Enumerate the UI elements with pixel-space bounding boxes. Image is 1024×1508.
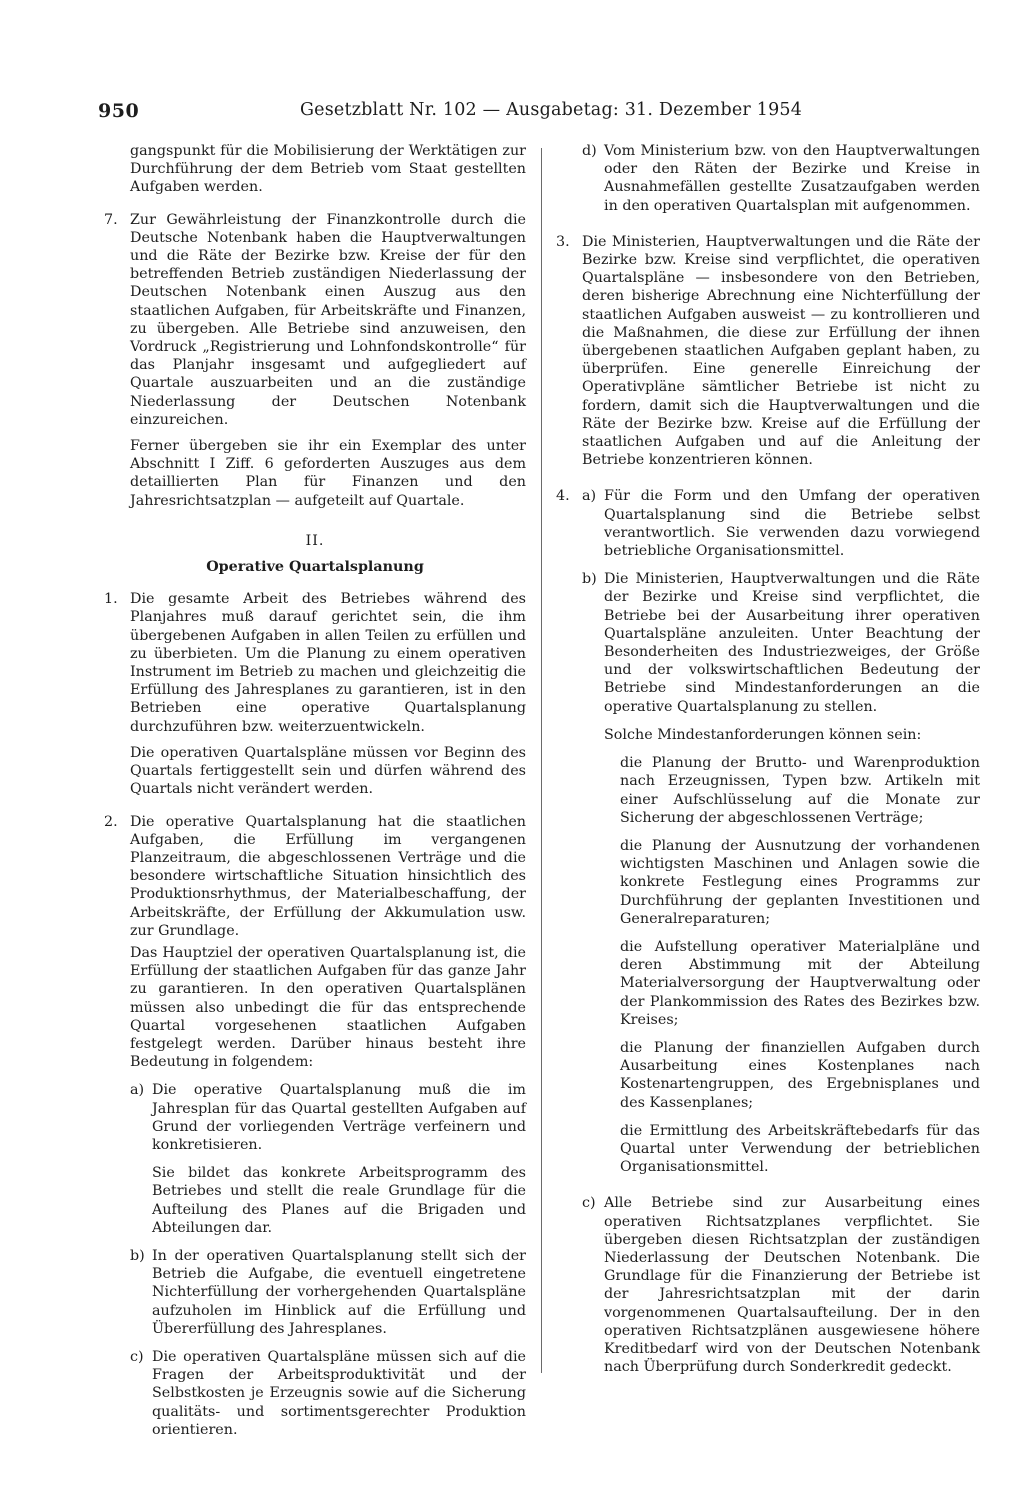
- right-column: [556, 142, 980, 1376]
- item-4a-label: a): [582, 488, 597, 505]
- item-4c-label: c): [582, 1195, 596, 1212]
- item-2d-label: d): [582, 143, 597, 159]
- item-4b-text: Die Ministerien, Hauptverwaltungen und die Räte der Bezirke und Kreise sind verpflichtet, die Betriebe bei der Ausarbeitung ihrer operativen Quartalspläne anzuleiten. Unter Beachtung der Besonderheiten des Industriezweiges, der Größe und der volkswirtschaftlichen Bedeutung der Betriebe sind Mindestanforderungen an die operative Quartalsplanung zu stellen.: [604, 571, 980, 715]
- section-numeral: II.: [305, 532, 325, 549]
- item-2c-label: c): [130, 1348, 144, 1365]
- item-7-text: Zur Gewährleistung der Finanzkontrolle durch die Deutsche Notenbank haben die Hauptverwaltungen und die Räte der Bezirke bzw. Kreise der für den betreffenden Betrieb zuständigen Niederlassung der Deutschen Notenbank einen Auszug aus den staatlichen Aufgaben, für Arbeitskräfte und Finanzen, zu übergeben. Alle Betriebe sind anzuweisen, den Vordruck „Registrierung und Lohnfondskontrolle“ für das Planjahr insgesamt und aufgegliedert auf Quartale auszuarbeiten und an die zuständige Niederlassung der Deutschen Notenbank einzureichen.: [130, 211, 526, 428]
- item-2a-label: a): [130, 1082, 145, 1099]
- section-title: Operative Quartalsplanung: [206, 559, 424, 576]
- item-1-label: 1.: [104, 591, 118, 608]
- item-7-label: 7.: [104, 211, 118, 228]
- left-column: [104, 142, 526, 1439]
- requirement-3: die Aufstellung operativer Materialpläne und deren Abstimmung mit der Abteilung Materialversorgung der Hauptverwaltung oder der Plankommission des Rates des Bezirkes bzw. Kreises;: [620, 938, 980, 1028]
- page-number: 950: [98, 100, 140, 122]
- item-4c: [556, 1194, 980, 1376]
- item-2: [104, 813, 526, 940]
- item-4c-text: Alle Betriebe sind zur Ausarbeitung eines operativen Richtsatzplanes verpflichtet. Sie übergeben diesen Richtsatzplan der zuständigen Niederlassung der Deutschen Notenbank. Die Grundlage für die Finanzierung der Betriebe ist der Jahresrichtsatzplan mit der darin vorgenommenen Quartalsaufteilung. Der in den operativen Richtsatzplänen ausgewiesene höhere Kreditbedarf wird von der Deutschen Notenbank nach Überprüfung durch Sonderkredit gedeckt.: [604, 1195, 980, 1376]
- item-4b-label: b): [582, 571, 597, 588]
- item-2b: [104, 1247, 526, 1338]
- item-2-label: 2.: [104, 813, 118, 830]
- item-2-text: Die operative Quartalsplanung hat die staatlichen Aufgaben, die Erfüllung im vergangenen Planzeitraum, die abgeschlossenen Verträge und die besondere wirtschaftliche Situation hinsichtlich des Produktionsrhythmus, der Materialbeschaffung, der Arbeitskräfte, der Erfüllung der Akkumulation usw. zur Grundlage.: [130, 813, 526, 939]
- item-3: [556, 233, 980, 470]
- item-2d-text: Vom Ministerium bzw. von den Hauptverwaltungen oder den Räten der Bezirke und Kreise in Ausnahmefällen gestellte Zusatzaufgaben werden in den operativen Quartalsplan mit aufgenommen.: [604, 143, 980, 214]
- item-4a-text: Für die Form und den Umfang der operativen Quartalsplanung sind die Betriebe selbst verantwortlich. Sie verwenden dazu vorwiegend betriebliche Organisationsmittel.: [604, 488, 980, 560]
- column-divider: [541, 148, 542, 1373]
- item-1-text-2: Die operativen Quartalspläne müssen vor Beginn des Quartals fertiggestellt sein und dürfen während des Quartals nicht verändert werden.: [130, 744, 526, 798]
- item-2b-label: b): [130, 1247, 145, 1264]
- requirement-1: die Planung der Brutto- und Warenproduktion nach Erzeugnissen, Typen bzw. Artikeln mit einer Aufschlüsselung auf die Monate zur Sicherung der abgeschlossenen Verträge;: [620, 755, 980, 826]
- requirement-2: die Planung der Ausnutzung der vorhandenen wichtigsten Maschinen und Anlagen sowie die konkrete Festlegung eines Programms zur Durchführung der geplanten Investitionen und Generalreparaturen;: [620, 837, 980, 927]
- requirements-intro: Solche Mindestanforderungen können sein:: [604, 726, 922, 743]
- continued-paragraph: gangspunkt für die Mobilisierung der Werktätigen zur Durchführung der dem Betrieb vom Staat gestellten Aufgaben werden.: [130, 143, 526, 196]
- requirement-5: die Ermittlung des Arbeitskräftebedarfs für das Quartal unter Verwendung der betrieblichen Organisationsmittel.: [620, 1122, 980, 1176]
- item-2a: [104, 1081, 526, 1154]
- item-3-label: 3.: [556, 233, 570, 250]
- item-3-text: Die Ministerien, Hauptverwaltungen und die Räte der Bezirke bzw. Kreise sind verpflichtet, die operativen Quartalspläne — insbesondere von den Betrieben, deren bisherige Abrechnung eine Nichterfüllung der staatlichen Aufgaben ausweist — zu kontrollieren und die Maßnahmen, die diese zur Erfüllung der ihnen übergebenen staatlichen Aufgaben geplant haben, zu überprüfen. Eine generelle Einreichung der Operativpläne sämtlicher Betriebe ist nicht zu fordern, damit sich die Hauptverwaltungen und die Räte der Bezirke bzw. Kreise auf die Erfüllung der staatlichen Aufgaben und auf die Anleitung der Betriebe konzentrieren können.: [582, 233, 980, 469]
- item-2-text-2: Das Hauptziel der operativen Quartalsplanung ist, die Erfüllung der staatlichen Aufgaben für das ganze Jahr zu garantieren. In den operativen Quartalsplänen müssen also unbedingt die für das entsprechende Quartal vorgesehenen staatlichen Aufgaben festgelegt werden. Darüber hinaus besteht ihre Bedeutung in folgendem:: [130, 944, 526, 1071]
- item-2c-text: Die operativen Quartalspläne müssen sich auf die Fragen der Arbeitsproduktivität und der Selbstkosten je Erzeugnis sowie auf die Sicherung qualitäts- und sortimentsgerechter Produktion orientieren.: [152, 1348, 526, 1438]
- item-1-text: Die gesamte Arbeit des Betriebes während des Planjahres muß darauf gerichtet sein, die ihm übergebenen Aufgaben in allen Teilen zu erfüllen und zu überbieten. Um die Planung zu einem operativen Instrument im Betrieb zu machen und gleichzeitig die Erfüllung des Jahresplanes zu garantieren, ist in den Betrieben eine operative Quartalsplanung durchzuführen bzw. weiterzuentwickeln.: [130, 591, 526, 735]
- item-2d: [556, 142, 980, 215]
- item-2c: [104, 1348, 526, 1439]
- item-2a-text: Die operative Quartalsplanung muß die im Jahresplan für das Quartal gestellten Aufgaben auf Grund der vorliegenden Verträge verfeinern und konkretisieren.: [152, 1082, 526, 1153]
- running-title: Gesetzblatt Nr. 102 — Ausgabetag: 31. Dezember 1954: [300, 100, 803, 120]
- item-4b: [556, 570, 980, 716]
- item-4a: [556, 487, 980, 560]
- item-7-text-2: Ferner übergeben sie ihr ein Exemplar des unter Abschnitt I Ziff. 6 geforderten Auszuges aus dem detaillierten Plan für Finanzen und den Jahresrichtsatzplan — aufgeteilt auf Quartale.: [130, 438, 526, 509]
- item-7: [104, 211, 526, 429]
- item-1: [104, 590, 526, 736]
- item-2a-text-2: Sie bildet das konkrete Arbeitsprogramm des Betriebes und stellt die reale Grundlage für die Aufteilung des Planes auf die Brigaden und Abteilungen dar.: [152, 1165, 526, 1236]
- requirement-4: die Planung der finanziellen Aufgaben durch Ausarbeitung eines Kostenplanes nach Kostenartengruppen, des Ergebnisplanes und des Kassenplanes;: [620, 1039, 980, 1111]
- item-4-label: 4.: [556, 488, 570, 505]
- item-2b-text: In der operativen Quartalsplanung stellt sich der Betrieb die Aufgabe, die eventuell eingetretene Nichterfüllung der vorhergehenden Quartalspläne aufzuholen im Hinblick auf die Erfüllung und Übererfüllung des Jahresplanes.: [152, 1247, 526, 1337]
